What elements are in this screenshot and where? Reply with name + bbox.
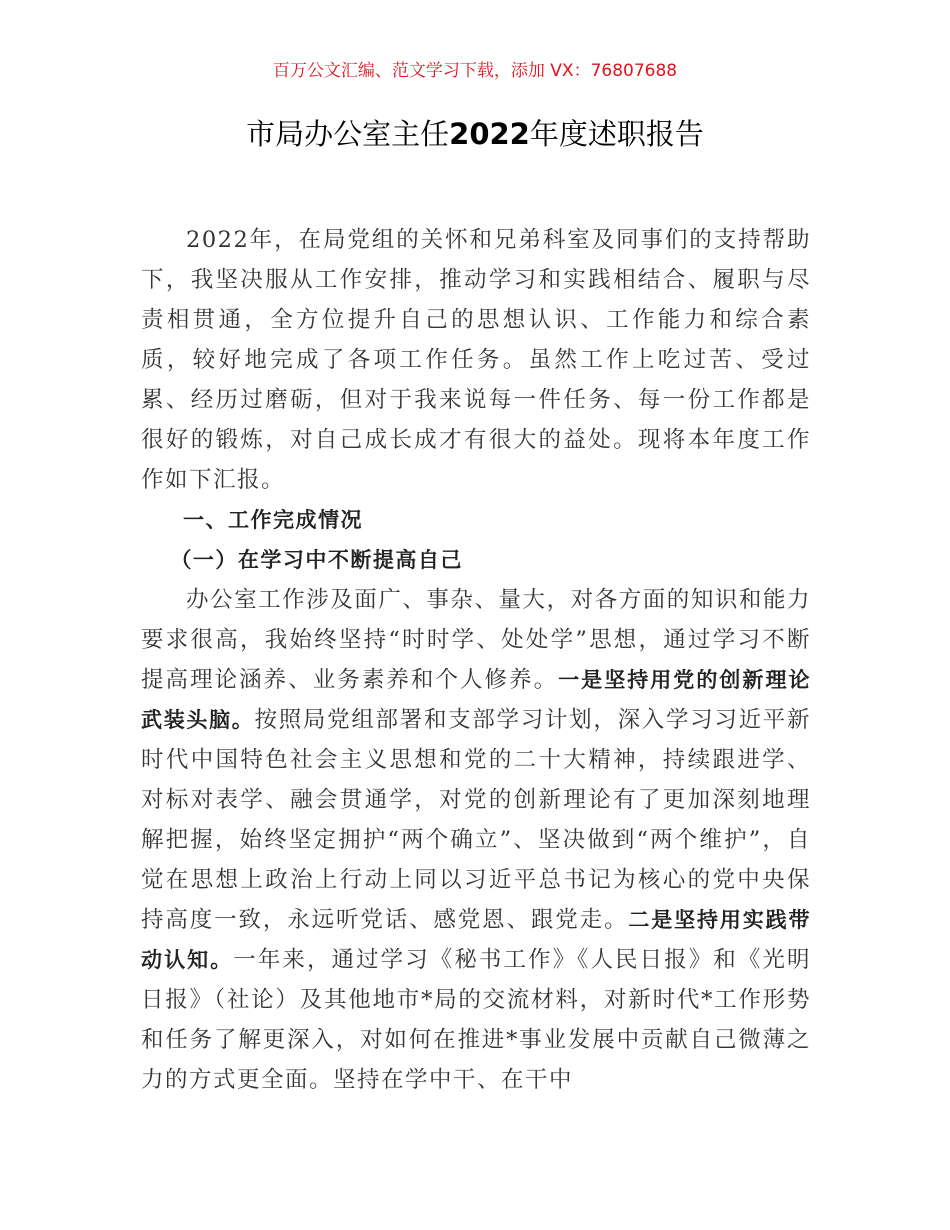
body-paragraph: [141, 580, 811, 1100]
paragraph-text-1: 按照局党组部署和支部学习计划，深入学习习近平新时代中国特色社会主义思想和党的二十大精神，持续跟进学、对标对表学、融会贯通学，对党的创新理论有了更加深刻地理解把握，始终坚定拥护“两个确立”、坚决做到“两个维护”，自觉在思想上政治上行动上同以习近平总书记为核心的党中央保持高度一致，永远听党话、感党恩、跟党走。: [141, 707, 811, 933]
title-year: 2022: [449, 117, 530, 151]
paragraph-text-2: 一年来，通过学习《秘书工作》《人民日报》和《光明日报》（社论）及其他地市*局的交流材料，对新时代*工作形势和任务了解更深入，对如何在推进*事业发展中贡献自己微薄之力的方式更全面。坚持在学中干、在干中: [141, 947, 811, 1093]
title-prefix: 市局办公室主任: [246, 117, 450, 151]
paragraph-lead: 办公室工作涉及面广、事杂、量大，对各方面的知识和能力要求很高，我始终坚持“时时学、处处学”思想，通过学习不断提高理论涵养、业务素养和个人修养。: [141, 587, 811, 693]
emphasis-point-2: 二是坚持用实践带动认知。: [141, 908, 811, 972]
watermark-banner: 百万公文汇编、范文学习下载，添加 VX：76807688: [272, 61, 678, 81]
document-title: [0, 112, 950, 153]
intro-paragraph: 2022年，在局党组的关怀和兄弟科室及同事们的支持帮助下，我坚决服从工作安排，推动学习和实践相结合、履职与尽责相贯通，全方位提升自己的思想认识、工作能力和综合素质，较好地完成了各项工作任务。虽然工作上吃过苦、受过累、经历过磨砺，但对于我来说每一件任务、每一份工作都是很好的锻炼，对自己成长成才有很大的益处。现将本年度工作作如下汇报。: [141, 227, 811, 493]
document-body: [141, 220, 811, 1100]
subsection-heading: （一）在学习中不断提高自己: [170, 548, 463, 572]
emphasis-point-1: 一是坚持用党的创新理论武装头脑。: [141, 668, 811, 732]
title-suffix: 年度述职报告: [529, 117, 704, 151]
section-heading: 一、工作完成情况: [183, 508, 363, 532]
